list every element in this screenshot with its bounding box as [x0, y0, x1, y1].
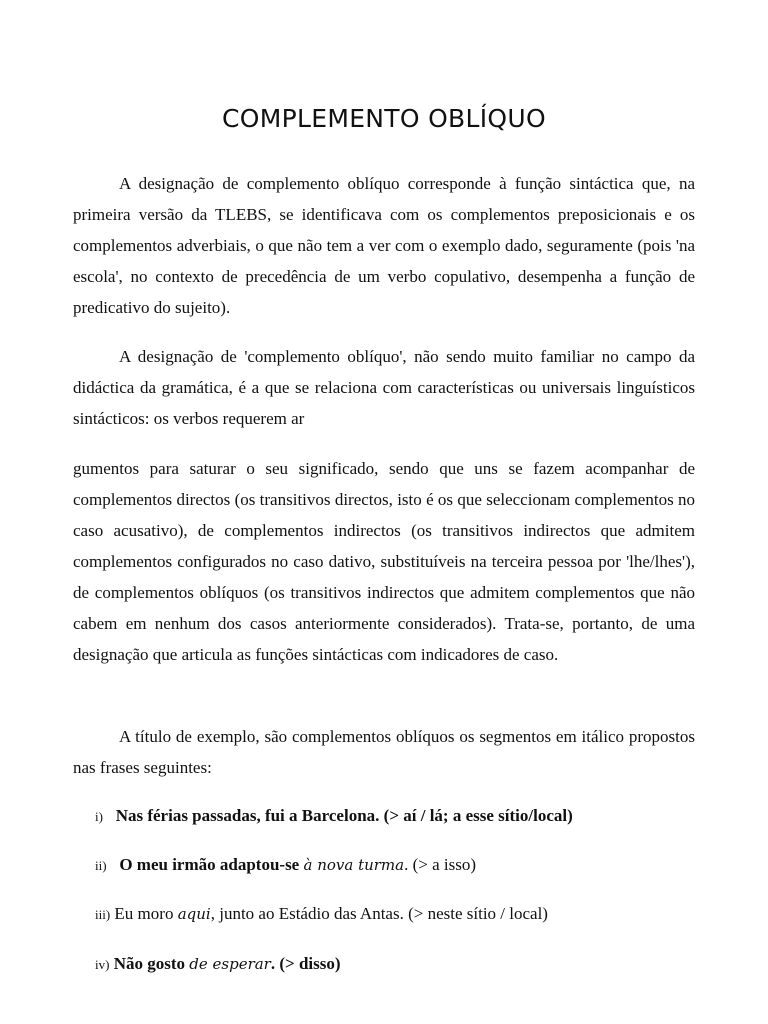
example-text: Nas férias passadas, fui: [115, 806, 290, 825]
example-note: . (> aí / lá; a esse sítio/local): [375, 806, 573, 825]
example-number: ii): [95, 858, 107, 873]
example-segment: à nova turma: [303, 856, 405, 874]
paragraph-4: A título de exemplo, são complementos oblíquos os segmentos em itálico propostos nas frases seguintes:: [73, 727, 695, 777]
example-text: Eu moro: [114, 904, 178, 923]
example-segment: a Barcelona: [289, 806, 376, 825]
example-note: , junto ao Estádio das Antas. (> neste sítio / local): [210, 904, 548, 923]
example-note: . (> disso): [270, 954, 341, 973]
paragraph-3: gumentos para saturar o seu significado, sendo que uns se fazem acompanhar de complementos directos (os transitivos directos, isto é os que seleccionam complementos no caso acusativo), de complementos indirectos (os transitivos indirectos que admitem complementos configurados no caso dativo, substituíveis na terceira pessoa por 'lhe/lhes'), de complementos oblíquos (os transitivos indirectos que admitem complementos que não cabem em nenhum dos casos anteriormente considerados). Trata-se, portanto, de uma designação que articula as funções sintácticas com indicadores de caso.: [73, 459, 695, 664]
page-title: COMPLEMENTO OBLÍQUO: [222, 104, 546, 133]
example-item: [95, 855, 476, 875]
example-number: iv): [95, 957, 110, 972]
example-text: Não gosto: [113, 954, 190, 973]
example-number: iii): [95, 907, 111, 922]
example-number: i): [95, 809, 103, 824]
example-segment: aqui: [177, 905, 211, 923]
paragraph-1: A designação de complemento oblíquo corresponde à função sintáctica que, na primeira versão da TLEBS, se identificava com os complementos preposicionais e os complementos adverbiais, o que não tem a ver com o exemplo dado, seguramente (pois 'na escola', no contexto de precedência de um verbo copulativo, desempenha a função de predicativo do sujeito).: [73, 174, 695, 317]
example-text: O meu irmão adaptou-se: [119, 855, 304, 874]
paragraph-2: A designação de 'complemento oblíquo', não sendo muito familiar no campo da didáctica da gramática, é a que se relaciona com características ou universais linguísticos sintácticos: os verbos requerem ar: [73, 347, 695, 428]
example-item: [95, 904, 548, 924]
example-segment: de esperar: [189, 955, 271, 973]
example-note: . (> a isso): [404, 855, 477, 874]
example-item: [95, 806, 573, 826]
example-item: [95, 954, 341, 974]
